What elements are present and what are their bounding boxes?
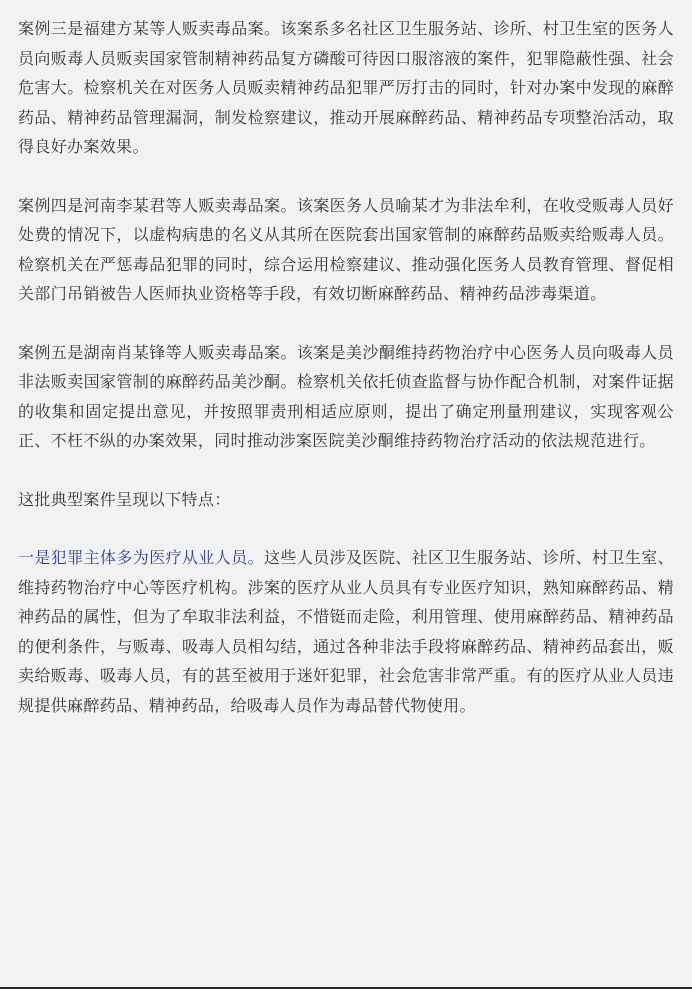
point-one-body: 这些人员涉及医院、社区卫生服务站、诊所、村卫生室、维持药物治疗中心等医疗机构。涉案的医疗从业人员具有专业医疗知识，熟知麻醉药品、精神药品的属性，但为了牟取非法利益，不惜铤而走险，利用管理、使用麻醉药品、精神药品的便利条件，与贩毒、吸毒人员相勾结，通过各种非法手段将麻醉药品、精神药品套出，贩卖给贩毒、吸毒人员，有的甚至被用于迷奸犯罪，社会危害非常严重。有的医疗从业人员违规提供麻醉药品、精神药品，给吸毒人员作为毒品替代物使用。	[18, 548, 674, 715]
case-three-paragraph: 案例三是福建方某等人贩卖毒品案。该案系多名社区卫生服务站、诊所、村卫生室的医务人员向贩毒人员贩卖国家管制精神药品复方磷酸可待因口服溶液的案件，犯罪隐蔽性强、社会危害大。检察机关在对医务人员贩卖精神药品犯罪严厉打击的同时，针对办案中发现的麻醉药品、精神药品管理漏洞，制发检察建议，推动开展麻醉药品、精神药品专项整治活动，取得良好办案效果。	[18, 19, 674, 156]
point-one-paragraph	[18, 543, 674, 720]
case-four-paragraph: 案例四是河南李某君等人贩卖毒品案。该案医务人员喻某才为非法牟利，在收受贩毒人员好处费的情况下，以虚构病患的名义从其所在医院套出国家管制的麻醉药品贩卖给贩毒人员。检察机关在严惩毒品犯罪的同时，综合运用检察建议、推动强化医务人员教育管理、督促相关部门吊销被告人医师执业资格等手段，有效切断麻醉药品、精神药品涉毒渠道。	[18, 195, 674, 303]
point-one-lead: 一是犯罪主体多为医疗从业人员。	[18, 548, 265, 567]
case-five-paragraph: 案例五是湖南肖某锋等人贩卖毒品案。该案是美沙酮维持药物治疗中心医务人员向吸毒人员非法贩卖国家管制的麻醉药品美沙酮。检察机关依托侦查监督与协作配合机制，对案件证据的收集和固定提出意见，并按照罪责刑相适应原则，提出了确定刑量刑建议，实现客观公正、不枉不纵的办案效果，同时推动涉案医院美沙酮维持药物治疗活动的依法规范进行。	[18, 342, 674, 450]
summary-paragraph: 这批典型案件呈现以下特点：	[18, 489, 231, 509]
